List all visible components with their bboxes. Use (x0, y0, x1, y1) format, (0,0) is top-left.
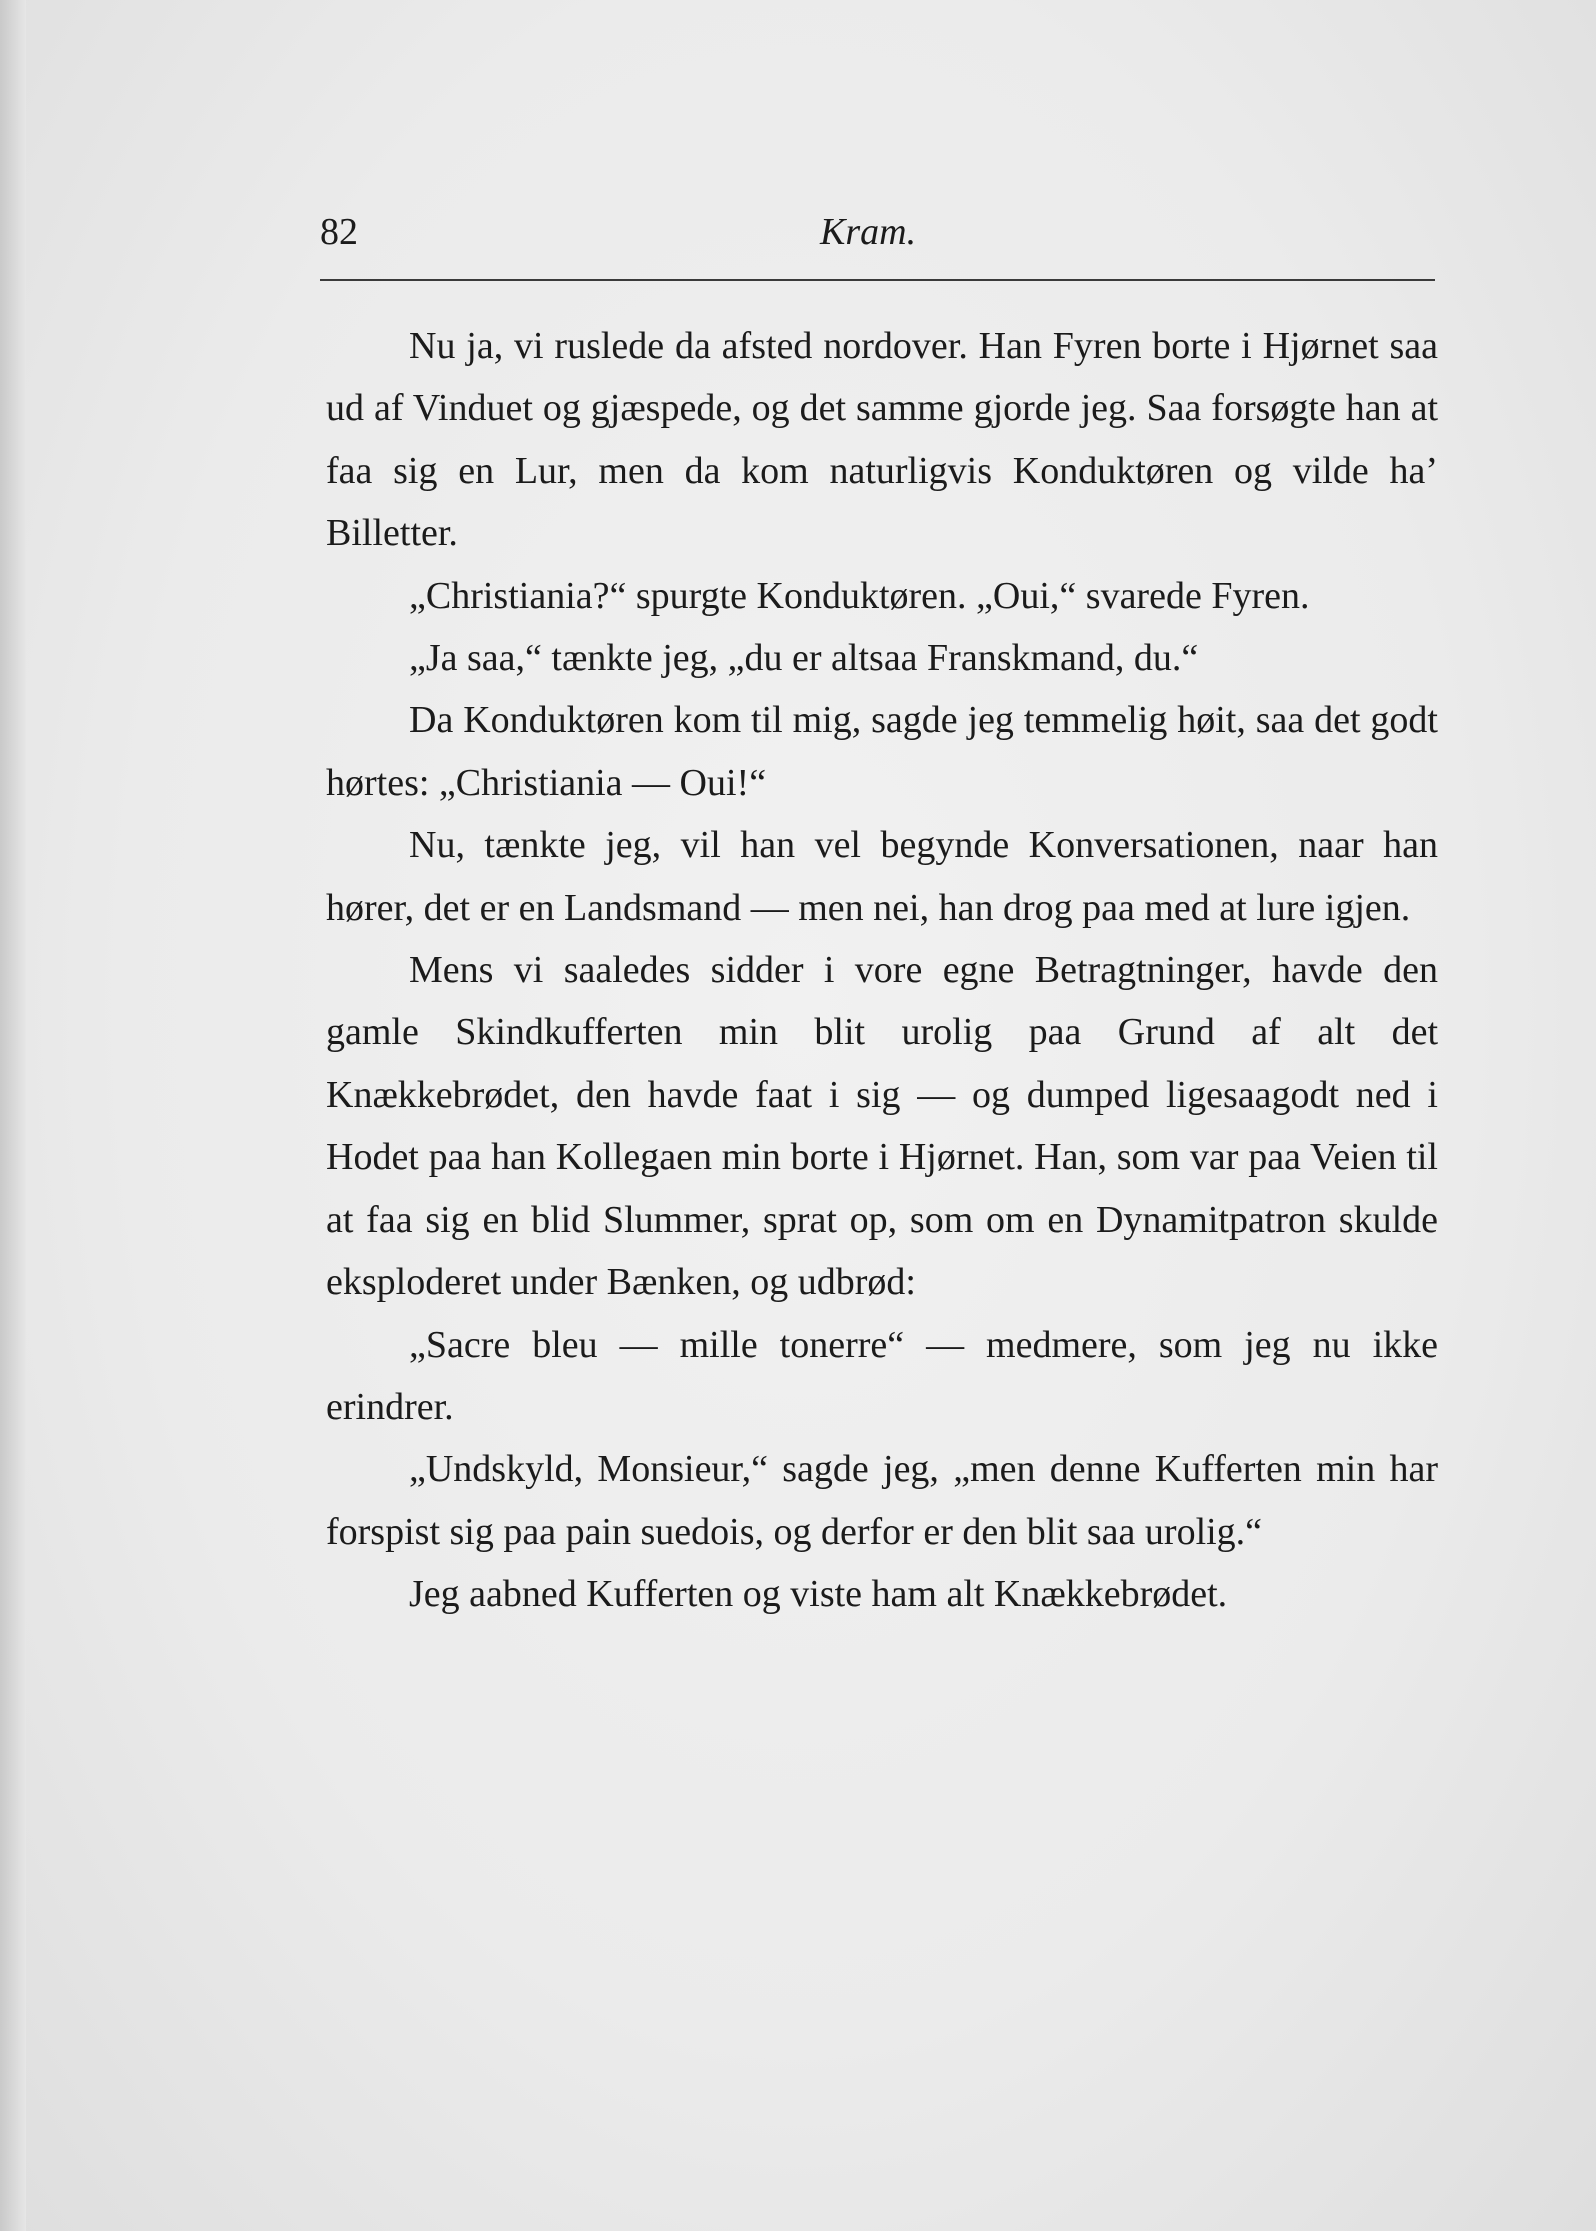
paragraph: Jeg aabned Kufferten og viste ham alt Knækkebrødet. (409, 1573, 1228, 1616)
paragraph: „Ja saa,“ tænkte jeg, „du er altsaa Franskmand, du.“ (409, 637, 1199, 680)
header-rule (320, 279, 1435, 281)
paragraph: „Christiania?“ spurgte Konduktøren. „Oui,“ svarede Fyren. (409, 574, 1310, 617)
paragraph: Da Konduktøren kom til mig, sagde jeg temmelig høit, saa det godt hørtes: „Christiania — Oui!“ (326, 699, 1438, 804)
page-header (320, 210, 1440, 270)
body-text (326, 315, 1438, 1626)
paragraph: Mens vi saaledes sidder i vore egne Betragtninger, havde den gamle Skindkufferten min blit urolig paa Grund af alt det Knækkebrødet, den havde faat i sig — og dumped ligesaagodt ned i Hodet paa han Kollegaen min borte i Hjørnet. Han, som var paa Veien til at faa sig en blid Slummer, sprat op, som om en Dynamitpatron skulde eksploderet under Bænken, og udbrød: (326, 949, 1438, 1304)
page-edge-shadow (0, 0, 26, 2231)
paragraph: Nu, tænkte jeg, vil han vel begynde Konversationen, naar han hører, det er en Landsmand — men nei, han drog paa med at lure igjen. (326, 824, 1438, 929)
paragraph: „Sacre bleu — mille tonerre“ — medmere, som jeg nu ikke erindrer. (326, 1323, 1438, 1428)
page-number: 82 (320, 211, 358, 253)
paragraph: Nu ja, vi ruslede da afsted nordover. Han Fyren borte i Hjørnet saa ud af Vinduet og gjæspede, og det samme gjorde jeg. Saa forsøgte han at faa sig en Lur, men da kom naturligvis Konduktøren og vilde ha’ Billetter. (326, 325, 1438, 555)
running-title: Kram. (820, 211, 917, 253)
paragraph: „Undskyld, Monsieur,“ sagde jeg, „men denne Kufferten min har forspist sig paa pain suedois, og derfor er den blit saa urolig.“ (326, 1448, 1438, 1553)
